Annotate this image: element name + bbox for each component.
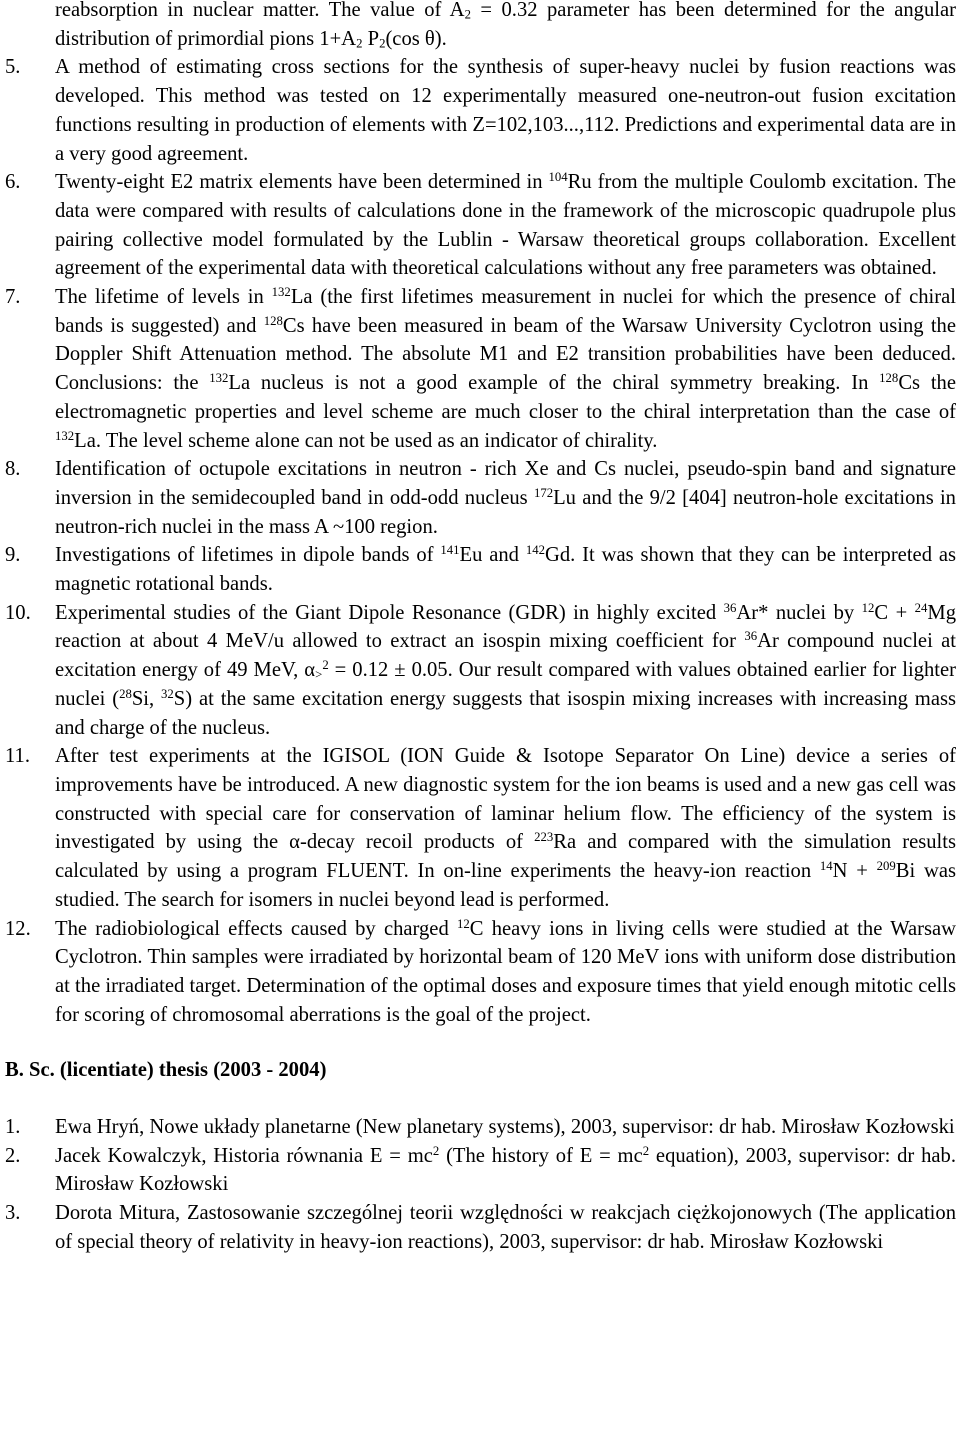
item-number: 9. xyxy=(5,544,21,567)
subscript: 2 xyxy=(356,36,363,51)
superscript: 132 xyxy=(271,285,291,300)
list-item xyxy=(5,599,956,743)
text-run: Bi was studied. The search for isomers in nuclei beyond lead is performed. xyxy=(55,860,956,911)
text-run: Dorota Mitura, Zastosowanie szczególnej teorii względności w reakcjach ciężkojonowych (The application of special theory of relativity in heavy-ion reactions), 2003, supervisor: dr hab. Mirosław Kozłowski xyxy=(55,1202,956,1253)
text-run: = 0.12 ± 0.05. Our result compared with values obtained earlier for lighter nuclei ( xyxy=(55,659,957,710)
superscript: 141 xyxy=(440,543,460,558)
text-run: Ar compound nuclei at excitation energy of 49 MeV, α xyxy=(55,630,957,682)
superscript: 172 xyxy=(533,485,554,500)
item-number: 2. xyxy=(5,1144,21,1167)
text-run: La (the first lifetimes measurement in nuclei for which the presence of chiral bands is suggested) and xyxy=(55,286,956,337)
text-run: Si, xyxy=(131,687,162,710)
item-text xyxy=(55,1199,956,1256)
list-item xyxy=(5,168,956,283)
text-run: La. The level scheme alone can not be used as an indicator of chirality. xyxy=(74,429,658,452)
item-text xyxy=(55,599,956,743)
section-heading: B. Sc. (licentiate) thesis (2003 - 2004) xyxy=(5,1059,327,1082)
superscript: 36 xyxy=(723,600,737,615)
superscript: 28 xyxy=(119,686,132,701)
superscript: 209 xyxy=(876,859,896,874)
text-run: The lifetime of levels in xyxy=(55,286,272,309)
text-run: Cs have been measured in beam of the Warsaw University Cyclotron using the Doppler Shift Attenuation method. The absolute M1 and E2 transition probabilities have been deduced. Conclusions: the xyxy=(55,314,956,395)
text-run: Ru from the multiple Coulomb excitation. The data were compared with results of calculations done in the framework of the microscopic quadrupole plus pairing collective model formulated by the Lublin - Warsaw theoretical groups collaboration. Excellent agreement of the experimental data with theoretical calculations without any free parameters was obtained. xyxy=(55,171,956,280)
text-run: Ar* nuclei by xyxy=(736,601,862,624)
subscript: 2 xyxy=(464,7,471,22)
text-run: = 0.32 parameter has been determined for the angular distribution of primordial pions 1+A xyxy=(55,0,956,50)
text-run: Identification of octupole excitations in neutron - rich Xe and Cs nuclei, pseudo-spin band and signature inversion in the semidecoupled band in odd-odd nucleus xyxy=(55,458,956,509)
item-text xyxy=(55,742,956,914)
superscript: 128 xyxy=(879,371,899,386)
item-number: 3. xyxy=(5,1202,21,1225)
superscript: 2 xyxy=(642,1143,650,1158)
item-number: 11. xyxy=(5,745,30,768)
text-run: Twenty-eight E2 matrix elements have been determined in xyxy=(55,171,549,194)
item-number: 7. xyxy=(5,286,21,309)
list-item xyxy=(5,455,956,541)
superscript: 2 xyxy=(432,1143,440,1158)
superscript: 223 xyxy=(534,830,554,845)
text-run: Mg reaction at about 4 MeV/u allowed to extract an isospin mixing coefficient for xyxy=(55,601,956,653)
item-text xyxy=(55,53,956,168)
text-run: reabsorption in nuclear matter. The value of A xyxy=(55,0,465,21)
item-number: 6. xyxy=(5,171,21,194)
list-item xyxy=(5,283,956,455)
text-run: (cos θ). xyxy=(385,27,447,50)
list-item xyxy=(5,742,956,914)
text-run: Experimental studies of the Giant Dipole Resonance (GDR) in highly excited xyxy=(55,601,724,624)
superscript: 24 xyxy=(914,600,928,615)
text-run: (The history of E = mc xyxy=(439,1144,643,1167)
thesis-item xyxy=(5,1142,956,1199)
text-run: Eu and xyxy=(459,544,526,567)
item-number: 8. xyxy=(5,458,21,481)
text-run: After test experiments at the IGISOL (ION Guide & Isotope Separator On Line) device a series of improvements have be introduced. A new diagnostic system for the ion beams is used and a new gas cell was constructed with special care for conservation of laminar helium flow. The efficiency of the system is investigated by using the α-decay recoil products of xyxy=(55,745,956,854)
superscript: 104 xyxy=(548,170,568,185)
thesis-item xyxy=(5,1199,956,1256)
item-text xyxy=(55,455,956,541)
text-run: S) at the same excitation energy suggests that isospin mixing increases with increasing mass and charge of the nucleus. xyxy=(55,687,956,739)
text-run: The radiobiological effects caused by charged xyxy=(55,917,457,940)
text-run: C heavy ions in living cells were studied at the Warsaw Cyclotron. Thin samples were irradiated by horizontal beam of 120 MeV ions with uniform dose distribution at the irradiated target. Determination of the optimal doses and exposure times that yield enough mitotic cells for scoring of chromosomal aberrations is the goal of the project. xyxy=(55,917,957,1026)
subscript: 2 xyxy=(379,36,386,51)
superscript: 128 xyxy=(263,313,283,328)
superscript: 12 xyxy=(456,916,470,931)
item-number: 1. xyxy=(5,1116,21,1139)
text-run: N + xyxy=(832,860,877,883)
superscript: 36 xyxy=(744,629,758,644)
text-run: Lu and the 9/2 [404] neutron-hole excitations in neutron-rich nuclei in the mass A ~100 region. xyxy=(55,486,956,538)
text-run: A method of estimating cross sections for the synthesis of super-heavy nuclei by fusion reactions was developed. This method was tested on 12 experimentally measured one-neutron-out fusion excitation functions resulting in production of elements with Z=102,103...,112. Predictions and experimental data are in a very good agreement. xyxy=(55,56,956,165)
text-run: Gd. It was shown that they can be interpreted as magnetic rotational bands. xyxy=(55,544,956,596)
item-number: 10. xyxy=(5,601,31,624)
list-item xyxy=(5,53,956,168)
item-number: 12. xyxy=(5,917,31,940)
item-text xyxy=(55,915,956,1030)
item-text xyxy=(55,283,956,455)
superscript: 14 xyxy=(819,859,833,874)
subscript: > xyxy=(315,667,323,682)
superscript: 142 xyxy=(525,543,545,558)
text-run: Cs the electromagnetic properties and level scheme are much closer to the chiral interpretation than the case of xyxy=(55,372,956,423)
text-run: Investigations of lifetimes in dipole bands of xyxy=(55,544,441,567)
superscript: 12 xyxy=(861,600,875,615)
text-run: C + xyxy=(874,601,915,624)
item-text xyxy=(55,1142,956,1199)
item-text xyxy=(55,541,956,598)
superscript: 32 xyxy=(161,686,174,701)
list-item xyxy=(5,541,956,598)
text-run: La nucleus is not a good example of the chiral symmetry breaking. In xyxy=(228,372,880,395)
list-item xyxy=(5,915,956,1030)
item-text xyxy=(55,168,956,283)
research-results-list xyxy=(5,53,956,1029)
text-run: equation), 2003, supervisor: dr hab. Mirosław Kozłowski xyxy=(55,1144,956,1196)
text-run: Jacek Kowalczyk, Historia równania E = mc xyxy=(55,1144,433,1167)
superscript: 132 xyxy=(55,428,75,443)
thesis-item xyxy=(5,1113,956,1142)
superscript: 2 xyxy=(322,658,329,673)
text-run: Ewa Hryń, Nowe układy planetarne (New planetary systems), 2003, supervisor: dr hab. Mirosław Kozłowski xyxy=(55,1116,955,1139)
superscript: 132 xyxy=(209,371,229,386)
text-run: P xyxy=(362,27,380,50)
thesis-list xyxy=(5,1113,956,1257)
continued-paragraph xyxy=(55,0,956,53)
item-text xyxy=(55,1113,956,1142)
text-run: Ra and compared with the simulation results calculated by using a program FLUENT. In on-line experiments the heavy-ion reaction xyxy=(55,831,956,883)
item-number: 5. xyxy=(5,56,21,79)
